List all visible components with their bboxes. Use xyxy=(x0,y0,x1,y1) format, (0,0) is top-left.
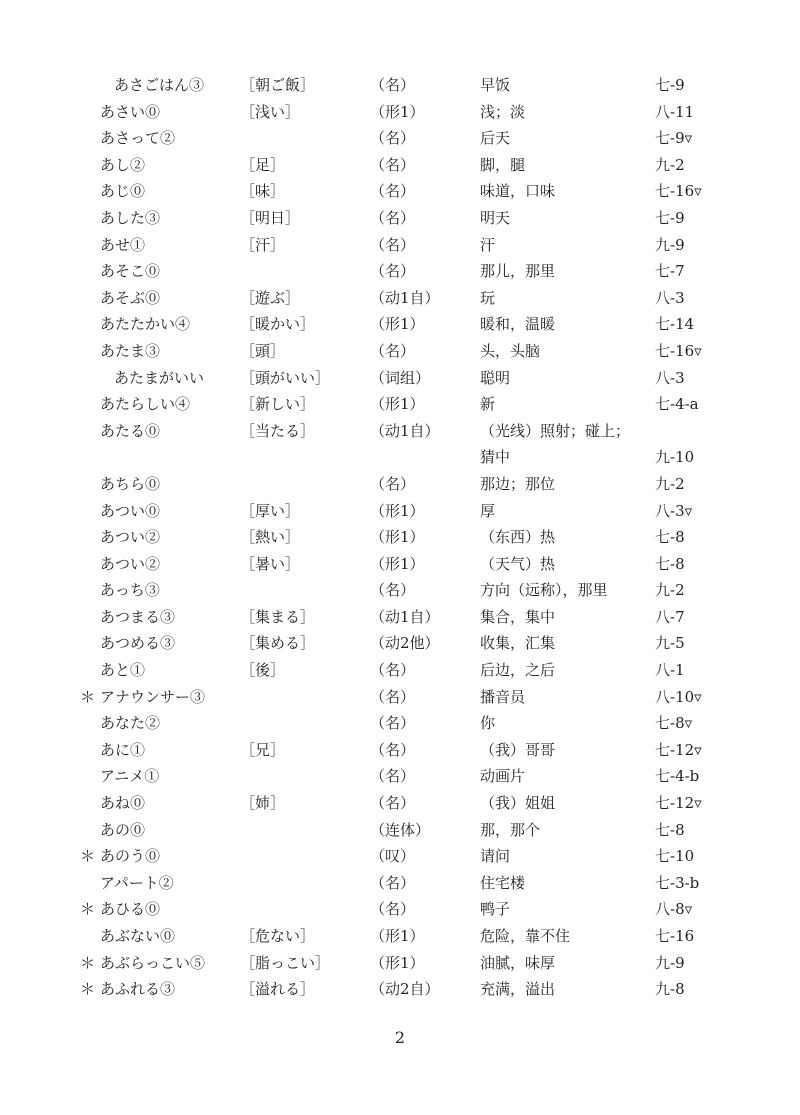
entry-meaning: 鸭子 xyxy=(480,900,511,919)
entry-word: アパート② xyxy=(100,873,174,892)
entry-meaning: 后天 xyxy=(480,129,511,148)
entry-word: あさい⓪ xyxy=(100,102,161,121)
vocabulary-entry xyxy=(0,950,800,977)
vocabulary-entry xyxy=(0,258,800,285)
entry-part-of-speech: （动1自） xyxy=(370,421,440,440)
entry-meaning: 油腻，味厚 xyxy=(480,953,556,972)
entry-part-of-speech: （连体） xyxy=(370,820,431,839)
entry-kanji: ［集まる］ xyxy=(240,607,316,626)
entry-word: あに① xyxy=(100,740,146,759)
entry-lesson: 九-2 xyxy=(655,474,685,493)
entry-lesson: 七-8 xyxy=(655,820,685,839)
new-word-mark: ＊ xyxy=(80,687,96,706)
vocabulary-entry xyxy=(0,790,800,817)
entry-kanji: ［頭］ xyxy=(240,341,286,360)
entry-meaning: 新 xyxy=(480,395,496,414)
entry-kanji: ［頭がいい］ xyxy=(240,368,331,387)
vocabulary-entry xyxy=(0,524,800,551)
entry-part-of-speech: （形1） xyxy=(370,927,425,945)
entry-word: あひる⓪ xyxy=(100,900,161,919)
entry-word: あと① xyxy=(100,661,146,680)
vocabulary-entry xyxy=(0,896,800,923)
entry-kanji: ［暖かい］ xyxy=(240,315,316,334)
entry-part-of-speech: （名） xyxy=(370,873,416,892)
entry-lesson: 七-16▿ xyxy=(655,182,702,201)
entry-lesson: 八-3 xyxy=(655,288,685,307)
entry-kanji: ［姉］ xyxy=(240,794,286,813)
vocabulary-entry xyxy=(0,285,800,312)
vocabulary-entry xyxy=(0,923,800,950)
entry-meaning: 动画片 xyxy=(480,767,526,786)
entry-part-of-speech: （词组） xyxy=(370,368,431,387)
vocabulary-entry xyxy=(0,817,800,844)
vocabulary-entry xyxy=(0,338,800,365)
entry-meaning: 暖和，温暖 xyxy=(480,315,556,334)
entry-word: あつまる③ xyxy=(100,607,176,626)
entry-part-of-speech: （名） xyxy=(370,714,416,733)
entry-lesson: 九-2 xyxy=(655,155,685,174)
vocabulary-entry xyxy=(0,444,800,471)
entry-word: あね⓪ xyxy=(100,794,146,813)
vocabulary-entry xyxy=(0,843,800,870)
entry-kanji: ［足］ xyxy=(240,155,286,174)
entry-meaning: 播音员 xyxy=(480,687,526,706)
vocabulary-entry xyxy=(0,178,800,205)
entry-meaning: 汗 xyxy=(480,235,496,254)
entry-meaning: （光线）照射；碰上； xyxy=(480,421,631,440)
entry-part-of-speech: （名） xyxy=(370,474,416,493)
entry-meaning: 方向（远称），那里 xyxy=(480,581,608,600)
entry-part-of-speech: （名） xyxy=(370,900,416,919)
entry-part-of-speech: （形1） xyxy=(370,953,425,972)
entry-part-of-speech: （名） xyxy=(370,661,416,680)
vocabulary-entry xyxy=(0,737,800,764)
entry-part-of-speech: （名） xyxy=(370,581,416,600)
entry-lesson: 七-8▿ xyxy=(655,714,693,733)
vocabulary-entry xyxy=(0,630,800,657)
vocabulary-entry xyxy=(0,577,800,604)
entry-word: あぶない⓪ xyxy=(100,927,176,945)
entry-lesson: 七-12▿ xyxy=(655,740,702,759)
entry-meaning: 请问 xyxy=(480,847,511,866)
entry-kanji: ［脂っこい］ xyxy=(240,953,331,972)
entry-lesson: 七-4-a xyxy=(655,395,699,414)
entry-meaning: 你 xyxy=(480,714,496,733)
entry-kanji: ［暑い］ xyxy=(240,554,301,573)
entry-lesson: 七-7 xyxy=(655,262,685,281)
entry-kanji: ［朝ご飯］ xyxy=(240,76,316,94)
entry-meaning: （我）哥哥 xyxy=(480,740,556,759)
entry-meaning: （我）姐姐 xyxy=(480,794,556,813)
entry-part-of-speech: （名） xyxy=(370,155,416,174)
entry-part-of-speech: （叹） xyxy=(370,847,416,866)
entry-lesson: 八-8▿ xyxy=(655,900,693,919)
entry-part-of-speech: （名） xyxy=(370,129,416,148)
entry-part-of-speech: （形1） xyxy=(370,395,425,414)
entry-meaning: 危险，靠不住 xyxy=(480,927,571,945)
entry-meaning: 早饭 xyxy=(480,76,511,94)
entry-part-of-speech: （名） xyxy=(370,208,416,227)
page-number: 2 xyxy=(394,1028,406,1047)
entry-kanji: ［遊ぶ］ xyxy=(240,288,301,307)
entry-meaning: （东西）热 xyxy=(480,528,556,547)
entry-meaning: 头，头脑 xyxy=(480,341,541,360)
entry-kanji: ［兄］ xyxy=(240,740,286,759)
vocabulary-entry xyxy=(0,418,800,445)
entry-lesson: 七-10 xyxy=(655,847,695,866)
entry-kanji: ［当たる］ xyxy=(240,421,316,440)
entry-word: あし② xyxy=(100,155,146,174)
entry-lesson: 九-9 xyxy=(655,953,685,972)
entry-meaning: 明天 xyxy=(480,208,511,227)
new-word-mark: ＊ xyxy=(80,847,96,866)
entry-part-of-speech: （形1） xyxy=(370,501,425,520)
entry-word: あつい② xyxy=(100,554,161,573)
entry-word: あせ① xyxy=(100,235,146,254)
entry-meaning: 聪明 xyxy=(480,368,511,387)
entry-meaning: 集合，集中 xyxy=(480,607,556,626)
entry-lesson: 八-7 xyxy=(655,607,685,626)
entry-word: あぶらっこい⑤ xyxy=(100,953,206,972)
entry-lesson: 七-9▿ xyxy=(655,129,693,148)
entry-lesson: 八-3 xyxy=(655,368,685,387)
entry-lesson: 七-9 xyxy=(655,76,685,94)
entry-lesson: 七-14 xyxy=(655,315,695,334)
entry-part-of-speech: （动1自） xyxy=(370,288,440,307)
vocabulary-entry xyxy=(0,365,800,392)
entry-part-of-speech: （形1） xyxy=(370,315,425,334)
entry-word: あした③ xyxy=(100,208,161,227)
entry-meaning: 玩 xyxy=(480,288,496,307)
vocabulary-entry xyxy=(0,604,800,631)
entry-lesson: 九-9 xyxy=(655,235,685,254)
entry-word: あさごはん③ xyxy=(114,76,205,94)
entry-word: あつい⓪ xyxy=(100,501,161,520)
entry-meaning: 浅；淡 xyxy=(480,102,526,121)
vocabulary-entry xyxy=(0,976,800,1003)
entry-lesson: 九-8 xyxy=(655,980,685,999)
entry-lesson: 九-2 xyxy=(655,581,685,600)
entry-word: アニメ① xyxy=(100,767,160,786)
entry-kanji: ［熱い］ xyxy=(240,528,301,547)
entry-meaning: 住宅楼 xyxy=(480,873,526,892)
entry-lesson: 七-9 xyxy=(655,208,685,227)
entry-part-of-speech: （动1自） xyxy=(370,607,440,626)
entry-word: あのう⓪ xyxy=(100,847,161,866)
entry-word: あたま③ xyxy=(100,341,161,360)
entry-word: あじ⓪ xyxy=(100,182,146,201)
entry-meaning: 后边，之后 xyxy=(480,661,556,680)
entry-meaning: 那儿，那里 xyxy=(480,262,556,281)
vocabulary-list xyxy=(0,72,800,1003)
entry-lesson: 八-1 xyxy=(655,661,685,680)
vocabulary-entry xyxy=(0,152,800,179)
entry-word: あふれる③ xyxy=(100,980,176,999)
entry-word: あそこ⓪ xyxy=(100,262,161,281)
entry-part-of-speech: （名） xyxy=(370,740,416,759)
new-word-mark: ＊ xyxy=(80,900,96,919)
vocabulary-entry xyxy=(0,391,800,418)
vocabulary-entry xyxy=(0,471,800,498)
entry-meaning: 厚 xyxy=(480,501,496,520)
entry-kanji: ［危ない］ xyxy=(240,927,316,945)
entry-lesson: 八-3▿ xyxy=(655,501,693,520)
entry-word: あさって② xyxy=(100,129,176,148)
entry-meaning: 味道，口味 xyxy=(480,182,556,201)
entry-word: あたる⓪ xyxy=(100,421,161,440)
entry-word: あっち③ xyxy=(100,581,160,600)
entry-meaning: 充满，溢出 xyxy=(480,980,556,999)
entry-kanji: ［新しい］ xyxy=(240,395,316,414)
entry-word: あたらしい④ xyxy=(100,395,191,414)
vocabulary-entry xyxy=(0,710,800,737)
entry-meaning: （天气）热 xyxy=(480,554,556,573)
entry-word: あつい② xyxy=(100,528,161,547)
entry-kanji: ［溢れる］ xyxy=(240,980,316,999)
entry-part-of-speech: （名） xyxy=(370,794,416,813)
entry-meaning: 那边；那位 xyxy=(480,474,556,493)
entry-lesson: 九-5 xyxy=(655,634,685,653)
entry-part-of-speech: （形1） xyxy=(370,554,425,573)
entry-word: あつめる③ xyxy=(100,634,176,653)
entry-lesson: 七-3-b xyxy=(655,873,700,892)
entry-part-of-speech: （名） xyxy=(370,687,416,706)
entry-word: あの⓪ xyxy=(100,820,146,839)
entry-lesson: 八-10▿ xyxy=(655,687,702,706)
vocabulary-entry xyxy=(0,99,800,126)
vocabulary-entry xyxy=(0,72,800,99)
entry-kanji: ［汗］ xyxy=(240,235,286,254)
new-word-mark: ＊ xyxy=(80,953,96,972)
vocabulary-entry xyxy=(0,125,800,152)
entry-word: あちら⓪ xyxy=(100,474,161,493)
entry-part-of-speech: （名） xyxy=(370,262,416,281)
vocabulary-entry xyxy=(0,205,800,232)
entry-word: あたまがいい xyxy=(114,368,205,387)
entry-kanji: ［浅い］ xyxy=(240,102,301,121)
entry-part-of-speech: （名） xyxy=(370,341,416,360)
entry-word: アナウンサー③ xyxy=(100,687,206,706)
entry-lesson: 七-16 xyxy=(655,927,695,945)
entry-word: あたたかい④ xyxy=(100,315,191,334)
vocabulary-entry xyxy=(0,870,800,897)
entry-part-of-speech: （名） xyxy=(370,182,416,201)
vocabulary-entry xyxy=(0,311,800,338)
entry-kanji: ［後］ xyxy=(240,661,286,680)
vocabulary-entry xyxy=(0,763,800,790)
entry-part-of-speech: （形1） xyxy=(370,528,425,547)
entry-part-of-speech: （名） xyxy=(370,76,416,94)
entry-kanji: ［明日］ xyxy=(240,208,301,227)
vocabulary-entry xyxy=(0,657,800,684)
vocabulary-entry xyxy=(0,684,800,711)
entry-word: あなた② xyxy=(100,714,161,733)
entry-kanji: ［集める］ xyxy=(240,634,316,653)
vocabulary-entry xyxy=(0,232,800,259)
vocabulary-entry xyxy=(0,551,800,578)
entry-word: あそぶ⓪ xyxy=(100,288,161,307)
entry-kanji: ［味］ xyxy=(240,182,286,201)
entry-part-of-speech: （形1） xyxy=(370,102,425,121)
entry-kanji: ［厚い］ xyxy=(240,501,301,520)
entry-meaning: 收集，汇集 xyxy=(480,634,556,653)
entry-lesson: 七-8 xyxy=(655,554,685,573)
entry-meaning: 猜中 xyxy=(480,448,511,467)
new-word-mark: ＊ xyxy=(80,980,96,999)
entry-part-of-speech: （名） xyxy=(370,235,416,254)
vocabulary-entry xyxy=(0,498,800,525)
entry-lesson: 八-11 xyxy=(655,102,695,121)
entry-part-of-speech: （动2自） xyxy=(370,980,440,999)
entry-meaning: 那，那个 xyxy=(480,820,541,839)
entry-part-of-speech: （动2他） xyxy=(370,634,440,653)
entry-meaning: 脚，腿 xyxy=(480,155,526,174)
entry-lesson: 七-12▿ xyxy=(655,794,702,813)
entry-lesson: 七-16▿ xyxy=(655,341,702,360)
entry-lesson: 七-8 xyxy=(655,528,685,547)
entry-part-of-speech: （名） xyxy=(370,767,416,786)
entry-lesson: 九-10 xyxy=(655,448,695,467)
entry-lesson: 七-4-b xyxy=(655,767,700,786)
